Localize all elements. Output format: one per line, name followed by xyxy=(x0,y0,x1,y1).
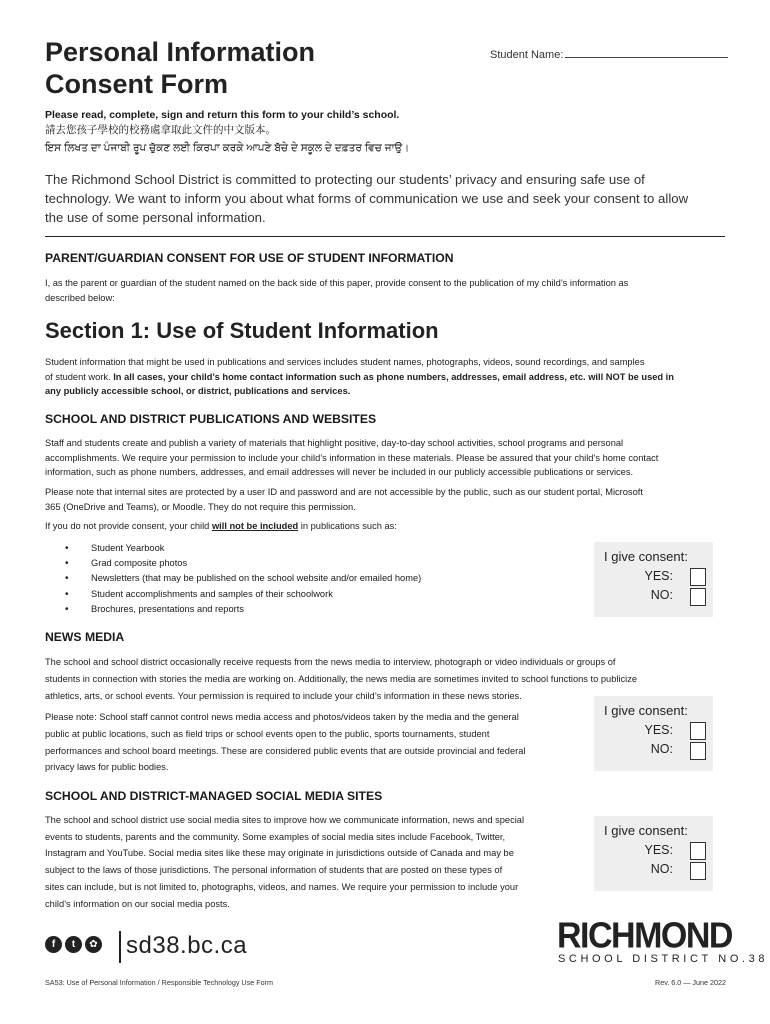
publications-no-checkbox[interactable] xyxy=(690,588,706,606)
publications-text: in publications such as: xyxy=(298,521,397,531)
list-item: • Student accomplishments and samples of their schoolwork xyxy=(65,587,421,602)
news-media-paragraph-1 xyxy=(45,654,637,704)
social-media-paragraph xyxy=(45,812,524,912)
section-1-bold: any publicly accessible school, or district, publications and services. xyxy=(45,386,351,396)
website-link[interactable]: sd38.bc.ca xyxy=(126,932,248,959)
social-media-line: sites can include, but is not limited to, photographs, videos, and names. We require your permission to include your xyxy=(45,881,519,892)
section-1-line xyxy=(45,370,674,385)
news-media-line: athletics, arts, or school events. Your permission is required to include your child’s information in these news stories. xyxy=(45,690,522,701)
section-1-line xyxy=(45,384,674,399)
publications-line: information, such as phone numbers, addresses, and email addresses will never be included in our publicly accessible publications or services. xyxy=(45,467,634,477)
parent-consent-line: I, as the parent or guardian of the student named on the back side of this paper, provide consent to the publication of my child’s information as xyxy=(45,278,629,288)
publications-consent-box xyxy=(594,542,713,617)
no-label: NO: xyxy=(650,588,673,602)
social-media-line: events to students, parents and the community. Some examples of social media sites include Facebook, Twitter, xyxy=(45,831,506,842)
publications-line: 365 (OneDrive and Teams), or Moodle. They do not require this permission. xyxy=(45,501,356,512)
section-1-title: Section 1: Use of Student Information xyxy=(45,318,439,343)
consent-label: I give consent: xyxy=(604,549,688,564)
publications-heading: SCHOOL AND DISTRICT PUBLICATIONS AND WEBSITES xyxy=(45,412,377,426)
publications-yes-checkbox[interactable] xyxy=(690,568,706,586)
intro-line: The Richmond School District is committed to protecting our students’ privacy and ensuring safe use of xyxy=(45,172,645,187)
form-code: SA53: Use of Personal Information / Responsible Technology Use Form xyxy=(45,978,273,987)
facebook-icon[interactable]: f xyxy=(45,936,62,953)
list-item: • Brochures, presentations and reports xyxy=(65,602,421,617)
news-media-line: students in connection with stories the media are working on. Additionally, the news media are sometimes invited to school functions to publicize xyxy=(45,673,638,684)
parent-consent-text xyxy=(45,276,628,305)
parent-consent-line: described below: xyxy=(45,292,115,303)
list-item: • Student Yearbook xyxy=(65,541,421,556)
student-name-line[interactable] xyxy=(565,48,728,58)
news-media-yes-checkbox[interactable] xyxy=(690,722,706,740)
no-label: NO: xyxy=(650,862,673,876)
richmond-logo: RICHMOND xyxy=(557,916,732,956)
publications-line: Staff and students create and publish a variety of materials that highlight positive, day-to-day school activities, school programs and personal xyxy=(45,438,624,448)
publications-line: accomplishments. We require your permission to include your child’s information in these materials. Please be assured that your child’s home contact xyxy=(45,452,659,463)
revision-info: Rev. 6.0 — June 2022 xyxy=(655,978,726,987)
news-media-heading: NEWS MEDIA xyxy=(45,630,125,644)
news-media-no-checkbox[interactable] xyxy=(690,742,706,760)
social-media-heading: SCHOOL AND DISTRICT-MANAGED SOCIAL MEDIA SITES xyxy=(45,789,383,803)
footer-divider xyxy=(119,931,121,963)
publications-text: If you do not provide consent, your child xyxy=(45,521,212,531)
social-media-line: subject to the laws of those jurisdictions. The personal information of students that are posted on these types of xyxy=(45,865,503,876)
section-1-line: Student information that might be used in publications and services includes student names, photographs, videos, sound recordings, and samples xyxy=(45,357,645,367)
list-item: • Newsletters (that may be published on the school website and/or emailed home) xyxy=(65,571,421,586)
news-media-paragraph-2 xyxy=(45,709,525,776)
social-media-no-checkbox[interactable] xyxy=(690,862,706,880)
publications-paragraph-1 xyxy=(45,436,658,480)
consent-label: I give consent: xyxy=(604,823,688,838)
yes-label: YES: xyxy=(644,843,673,857)
intro-line: the use of some personal information. xyxy=(45,210,266,225)
news-media-line: The school and school district occasionally receive requests from the news media to interview, photograph or video individuals or groups of xyxy=(45,657,616,667)
student-name-label: Student Name: xyxy=(490,49,564,61)
section-1-text xyxy=(45,355,674,399)
intro-line: technology. We want to inform you about what forms of communication we use and seek your consent to allow xyxy=(45,191,689,206)
social-media-consent-box xyxy=(594,816,713,891)
section-1-plain: of student work. xyxy=(45,371,114,382)
news-media-line: public at public locations, such as field trips or school events open to the public, sports tournaments, student xyxy=(45,728,490,739)
social-media-line: Instagram and YouTube. Social media sites like these may originate in jurisdictions outside of Canada and may be xyxy=(45,848,514,859)
yes-label: YES: xyxy=(644,723,673,737)
publications-list xyxy=(65,541,421,617)
student-name-field[interactable] xyxy=(490,48,728,61)
news-media-consent-box xyxy=(594,696,713,771)
social-network-icon[interactable]: ✿ xyxy=(85,936,102,953)
divider xyxy=(45,236,725,237)
no-label: NO: xyxy=(650,742,673,756)
social-media-line: The school and school district use social media sites to improve how we communicate information, news and special xyxy=(45,815,525,825)
publications-underlined: will not be included xyxy=(211,521,299,531)
instructions-punjabi: ਇਸ ਲਿਖਤ ਦਾ ਪੰਜਾਬੀ ਰੂਪ ਚੁੱਕਣ ਲਈ ਕਿਰਪਾ ਕਰਕੇ ਆਪਣੇ ਬੱਚੇ ਦੇ ਸਕੂਲ ਦੇ ਦਫ਼ਤਰ ਵਿਚ ਜਾਉ। xyxy=(45,142,410,154)
section-1-bold: In all cases, your child’s home contact information such as phone numbers, addresses, email address, etc. will NOT be used in xyxy=(113,371,674,382)
page-title xyxy=(45,36,315,100)
parent-consent-heading: PARENT/GUARDIAN CONSENT FOR USE OF STUDENT INFORMATION xyxy=(45,251,454,265)
social-media-yes-checkbox[interactable] xyxy=(690,842,706,860)
instructions-chinese: 請去您孩子學校的校務處拿取此文件的中文版本。 xyxy=(45,124,276,136)
list-item: • Grad composite photos xyxy=(65,556,421,571)
instructions-english: Please read, complete, sign and return this form to your child’s school. xyxy=(45,109,400,121)
yes-label: YES: xyxy=(644,569,673,583)
title-line-2: Consent Form xyxy=(45,69,229,99)
publications-paragraph-3 xyxy=(45,519,397,534)
news-media-line: performances and school board meetings. These are considered public events that are outside provincial and federal xyxy=(45,745,526,756)
twitter-icon[interactable]: t xyxy=(65,936,82,953)
title-line-1: Personal Information xyxy=(45,37,316,67)
social-icons xyxy=(45,936,102,953)
consent-label: I give consent: xyxy=(604,703,688,718)
news-media-line: Please note: School staff cannot control news media access and photos/videos taken by the media and the general xyxy=(45,712,519,722)
publications-line: Please note that internal sites are protected by a user ID and password and are not accessible by the public, such as our student portal, Microsoft xyxy=(45,487,643,497)
news-media-line: privacy laws for public bodies. xyxy=(45,762,169,773)
social-media-line: child’s information on our social media posts. xyxy=(45,898,230,909)
intro-paragraph xyxy=(45,170,730,227)
district-logo-subtitle: SCHOOL DISTRICT NO.38 xyxy=(558,953,769,965)
publications-paragraph-2 xyxy=(45,485,643,514)
